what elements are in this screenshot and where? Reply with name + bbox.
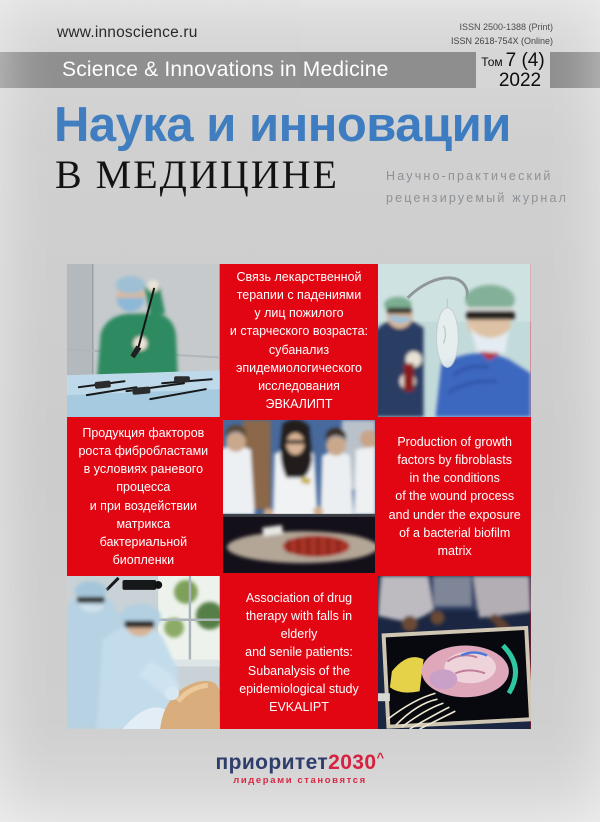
issn-print: ISSN 2500-1388 (Print) <box>459 22 553 32</box>
logo-tagline: лидерами становятся <box>233 775 367 787</box>
photo-two-surgeons-illustration <box>378 264 531 417</box>
priority-2030-logo <box>0 751 600 786</box>
cover-article-title-en-fibroblasts: Production of growth factors by fibroblasts in the conditions of the wound process and under the exposure of a bacterial biofilm matrix <box>378 420 531 573</box>
photo-endoscopic-instruments <box>67 264 220 417</box>
issn-block <box>451 20 553 49</box>
photo-anatomy-table-students <box>223 420 376 573</box>
photo-two-surgeons <box>378 264 531 417</box>
photo-leg-surgery-illustration <box>67 576 220 729</box>
logo-caret-icon: ^ <box>376 750 385 765</box>
cover-article-title-ru-fibroblasts: Продукция факторов роста фибробластами в условиях раневого процесса и при воздействии матрикса бактериальной биопленки <box>67 420 220 573</box>
journal-subtitle: Научно-практический рецензируемый журнал <box>386 169 569 205</box>
priority-2030-wordmark <box>0 751 600 774</box>
photo-virtual-anatomy-head-illustration <box>378 576 531 729</box>
volume-label: Том <box>481 54 503 69</box>
cover-grid <box>67 264 531 729</box>
issue-year: 2022 <box>498 69 542 91</box>
volume-number: 7 (4) <box>505 49 545 71</box>
photo-endoscopic-instruments-illustration <box>67 264 220 417</box>
journal-website-url: www.innoscience.ru <box>57 24 198 41</box>
issn-online: ISSN 2618-754X (Online) <box>450 36 553 47</box>
journal-title-english: Science & Innovations in Medicine <box>62 58 389 81</box>
cover-article-title-en-falls: Association of drug therapy with falls in elderly and senile patients: Subanalysis of the epidemiological study EVKALIPT <box>223 576 376 729</box>
logo-year-2030: 2030 <box>328 751 377 774</box>
logo-word-prioritet: приоритет <box>215 751 329 774</box>
cover-article-title-ru-falls: Связь лекарственной терапии с падениями у лиц пожилого и старческого возраста: субанализ эпидемиологического исследования ЭВКАЛИПТ <box>223 264 376 417</box>
photo-anatomy-table-students-illustration <box>223 420 376 573</box>
photo-leg-surgery <box>67 576 220 729</box>
journal-title-russian-line1: Наука и инновации <box>54 98 511 152</box>
photo-virtual-anatomy-head <box>378 576 531 729</box>
volume-line <box>481 51 544 70</box>
journal-title-russian-line2: В МЕДИЦИНЕ <box>55 152 339 197</box>
volume-issue-box <box>476 49 550 91</box>
